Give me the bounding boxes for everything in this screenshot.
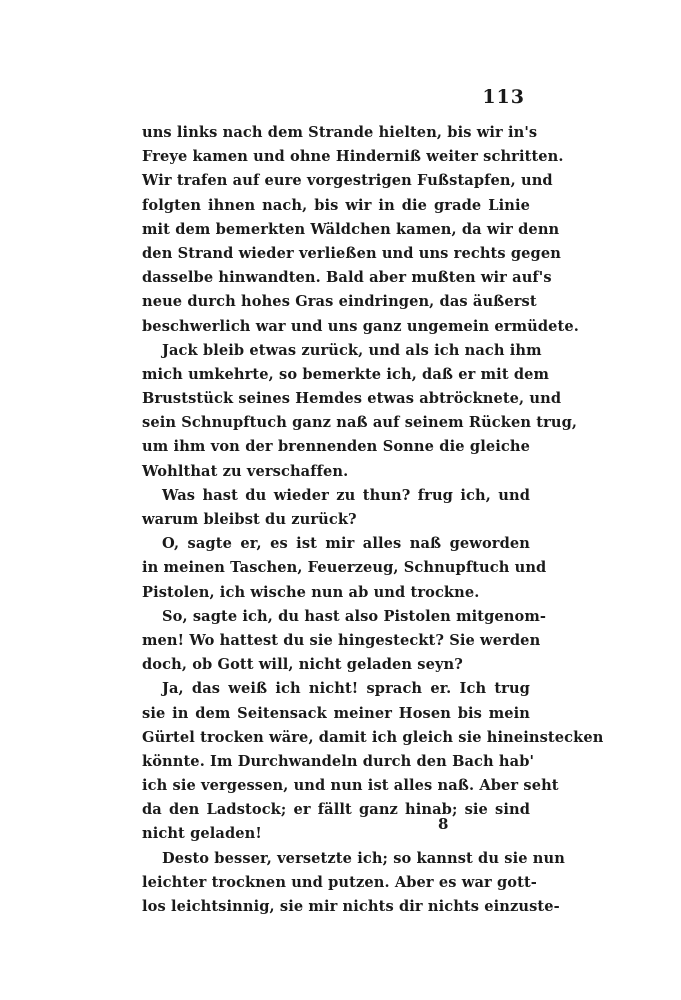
text-line: uns links nach dem Strande hielten, bis wir in's <box>142 124 538 141</box>
text-line: Desto besser, versetzte ich; so kannst du sie nun <box>162 849 565 867</box>
body-text <box>142 121 604 919</box>
text-line: Ja, das weiß ich nicht! sprach er. Ich trug <box>162 680 530 698</box>
text-line: in meinen Taschen, Feuerzeug, Schnupftuch und <box>142 559 547 577</box>
text-line: Wir trafen auf eure vorgestrigen Fußstapfen, und <box>142 172 553 190</box>
text-line: warum bleibst du zurück? <box>142 511 357 528</box>
text-line: da den Ladstock; er fällt ganz hinab; sie sind <box>142 801 530 819</box>
text-line: So, sagte ich, du hast also Pistolen mitgenom- <box>162 607 547 625</box>
text-line: ich sie vergessen, und nun ist alles naß. Aber seht <box>142 777 559 795</box>
text-line: beschwerlich war und uns ganz ungemein ermüdete. <box>142 317 579 335</box>
page-number: 113 <box>482 86 525 108</box>
text-line: folgten ihnen nach, bis wir in die grade Linie <box>142 196 530 214</box>
text-line: Bruststück seines Hemdes etwas abtröcknete, und <box>142 390 562 408</box>
text-line: sein Schnupftuch ganz naß auf seinem Rücken trug, <box>142 414 578 432</box>
text-line: mich umkehrte, so bemerkte ich, daß er mit dem <box>142 365 550 383</box>
text-line: Gürtel trocken wäre, damit ich gleich sie hineinstecken <box>142 728 604 746</box>
text-line: los leichtsinnig, sie mir nichts dir nichts einzuste- <box>142 898 560 915</box>
signature-mark: 8 <box>438 815 449 833</box>
text-line: Freye kamen und ohne Hinderniß weiter schritten. <box>142 148 564 166</box>
text-line: Wohlthat zu verschaffen. <box>142 462 349 480</box>
text-line: nicht geladen! <box>142 825 262 843</box>
text-line: men! Wo hattest du sie hingesteckt? Sie werden <box>142 631 541 649</box>
text-line: könnte. Im Durchwandeln durch den Bach hab' <box>142 752 535 770</box>
text-line: leichter trocknen und putzen. Aber es war gott- <box>142 873 537 891</box>
text-line: dasselbe hinwandten. Bald aber mußten wir auf's <box>142 269 552 287</box>
text-line: den Strand wieder verließen und uns rechts gegen <box>142 244 561 262</box>
text-line: doch, ob Gott will, nicht geladen seyn? <box>142 656 463 674</box>
text-line: neue durch hohes Gras eindringen, das äußerst <box>142 293 537 311</box>
text-line: Was hast du wieder zu thun? frug ich, und <box>162 486 530 504</box>
text-line: O, sagte er, es ist mir alles naß geworden <box>162 535 530 553</box>
text-line: Pistolen, ich wische nun ab und trockne. <box>142 583 480 601</box>
text-line: sie in dem Seitensack meiner Hosen bis mein <box>142 704 530 722</box>
text-line: mit dem bemerkten Wäldchen kamen, da wir denn <box>142 220 560 238</box>
text-line: Jack bleib etwas zurück, und als ich nach ihm <box>162 341 542 359</box>
text-line: um ihm von der brennenden Sonne die gleiche <box>142 438 530 456</box>
